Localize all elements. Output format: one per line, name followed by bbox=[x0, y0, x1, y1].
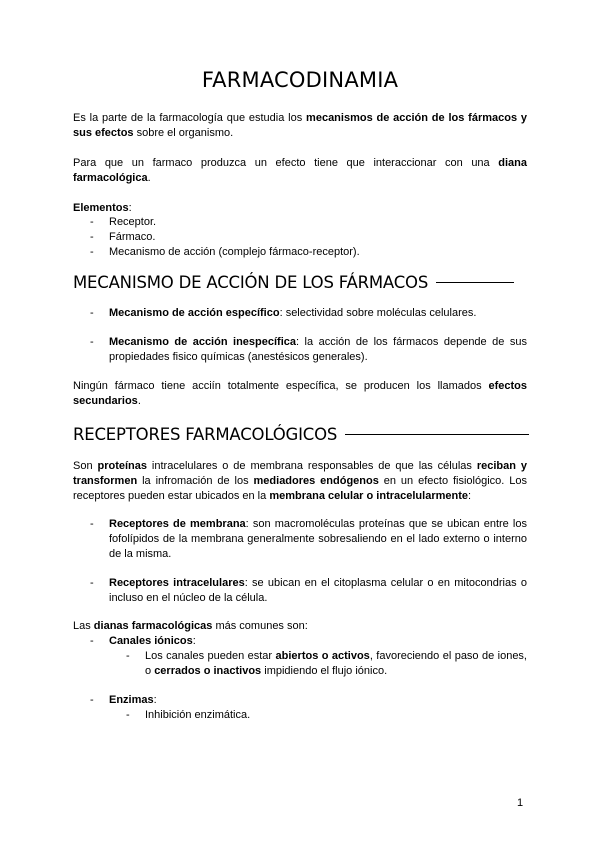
list-item bbox=[90, 634, 527, 679]
elements-list bbox=[90, 215, 510, 260]
bold-text: proteínas bbox=[97, 460, 148, 472]
bold-text: efectos secundarios bbox=[73, 380, 527, 407]
list-item-text bbox=[109, 335, 527, 365]
text: : son macromoléculas proteínas que se ubican entre los fofolípidos de la membrana generalmente sobresaliendo en el lado externo o interno de la misma. bbox=[109, 518, 527, 560]
bold-text: Mecanismo de acción específico bbox=[109, 307, 280, 319]
bold-text: Mecanismo de acción inespecífica bbox=[109, 336, 297, 348]
dash-bullet: - bbox=[90, 307, 94, 319]
list-item-text bbox=[145, 649, 527, 679]
text: : la acción de los fármacos depende de sus propiedades fisico químicas (anestésicos generales). bbox=[109, 336, 527, 363]
text: sobre el organismo. bbox=[133, 127, 234, 139]
enzimas-sublist bbox=[126, 708, 527, 723]
text: intracelulares o de membrana responsables de que las células bbox=[147, 460, 477, 472]
text: : bbox=[468, 490, 472, 502]
list-item bbox=[90, 693, 527, 723]
section-heading-receptores bbox=[73, 425, 533, 444]
dash-bullet: - bbox=[90, 577, 94, 589]
text: impidiendo el flujo iónico. bbox=[261, 665, 388, 677]
text: . bbox=[147, 172, 151, 184]
list-item-text bbox=[109, 306, 527, 321]
intro-paragraph-1 bbox=[73, 111, 527, 141]
bold-text: mediadores endógenos bbox=[253, 475, 379, 487]
text: Los canales pueden estar bbox=[145, 650, 276, 662]
dianas-list bbox=[90, 634, 527, 723]
bold-text: abiertos o activos bbox=[275, 650, 370, 662]
text: en un efecto fisiológico. Los receptores pueden estar ubicados en la bbox=[73, 475, 527, 502]
list-item-text: Mecanismo de acción (complejo fármaco-receptor). bbox=[109, 246, 360, 258]
list-item bbox=[90, 517, 527, 562]
list-item bbox=[90, 230, 510, 245]
text: Ningún fármaco tiene acciín totalmente específica, se producen los llamados bbox=[73, 380, 489, 392]
list-item-text bbox=[109, 634, 527, 649]
list-item bbox=[90, 245, 510, 260]
list-item bbox=[90, 306, 527, 321]
page-title: FARMACODINAMIA bbox=[201, 68, 399, 92]
text: Para que un farmaco produzca un efecto tiene que interaccionar con una bbox=[73, 157, 499, 169]
list-item-text: Inhibición enzimática. bbox=[145, 709, 251, 721]
text: : selectividad sobre moléculas celulares. bbox=[279, 307, 477, 319]
heading-rule bbox=[436, 282, 514, 283]
dianas-paragraph bbox=[73, 619, 527, 634]
bold-text: Enzimas bbox=[109, 694, 154, 706]
bold-text: dianas farmacológicas bbox=[93, 620, 213, 632]
text: la infromación de los bbox=[137, 475, 254, 487]
dash-bullet: - bbox=[90, 231, 94, 243]
list-item-text bbox=[109, 517, 527, 562]
list-item-text: Receptor. bbox=[109, 216, 157, 228]
dash-bullet: - bbox=[126, 650, 130, 662]
bold-text: Receptores intracelulares bbox=[109, 577, 245, 589]
bold-text: cerrados o inactivos bbox=[154, 665, 262, 677]
section-heading-mecanismo bbox=[73, 273, 533, 292]
bold-text: membrana celular o intracelularmente bbox=[269, 490, 468, 502]
dash-bullet: - bbox=[90, 518, 94, 530]
list-item bbox=[90, 576, 527, 606]
list-item bbox=[90, 215, 510, 230]
receptores-list bbox=[90, 517, 527, 606]
dash-bullet: - bbox=[90, 246, 94, 258]
receptores-paragraph bbox=[73, 459, 527, 504]
text: . bbox=[137, 395, 141, 407]
dash-bullet: - bbox=[90, 694, 94, 706]
list-item bbox=[126, 708, 527, 723]
heading-text: MECANISMO DE ACCIÓN DE LOS FÁRMACOS bbox=[73, 273, 429, 292]
text: : bbox=[153, 694, 157, 706]
dash-bullet: - bbox=[126, 709, 130, 721]
heading-rule bbox=[345, 434, 529, 435]
text: Las bbox=[73, 620, 94, 632]
elements-heading bbox=[73, 201, 527, 216]
list-item-text bbox=[109, 576, 527, 606]
text: , favoreciendo el paso de iones, o bbox=[145, 650, 527, 677]
bold-text: Canales iónicos bbox=[109, 635, 193, 647]
dash-bullet: - bbox=[90, 216, 94, 228]
text: : se ubican en el citoplasma celular o en mitocondrias o incluso en el núcleo de la célula. bbox=[109, 577, 527, 604]
list-item-text bbox=[109, 693, 527, 708]
mecanismo-list bbox=[90, 306, 527, 365]
page-number: 1 bbox=[517, 797, 524, 809]
bold-text: Receptores de membrana bbox=[109, 518, 246, 530]
text: más comunes son: bbox=[212, 620, 308, 632]
text: Son bbox=[73, 460, 98, 472]
list-item bbox=[126, 649, 527, 679]
text: Es la parte de la farmacología que estudia los bbox=[73, 112, 307, 124]
dash-bullet: - bbox=[90, 336, 94, 348]
canales-sublist bbox=[126, 649, 527, 679]
bold-text: mecanismos de acción de los fármacos y sus efectos bbox=[73, 112, 528, 139]
heading-text: RECEPTORES FARMACOLÓGICOS bbox=[73, 425, 338, 444]
bold-text: diana farmacológica bbox=[73, 157, 527, 184]
list-item bbox=[90, 335, 527, 365]
text: : bbox=[192, 635, 196, 647]
bold-text: reciban y transformen bbox=[73, 460, 528, 487]
bold-text: Elementos bbox=[73, 202, 129, 214]
dash-bullet: - bbox=[90, 635, 94, 647]
text: : bbox=[128, 202, 132, 214]
efectos-paragraph bbox=[73, 379, 527, 409]
intro-paragraph-2 bbox=[73, 156, 527, 186]
list-item-text: Fármaco. bbox=[109, 231, 156, 243]
